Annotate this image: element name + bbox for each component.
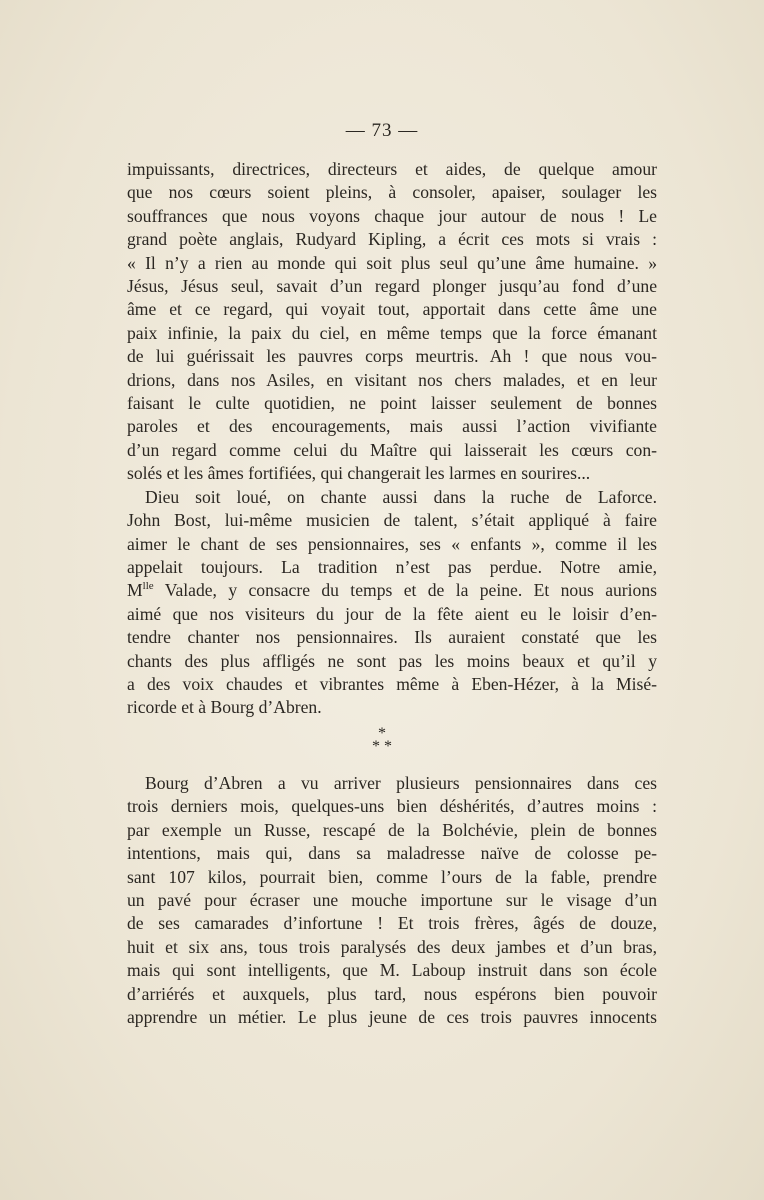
separator-stars: * * xyxy=(372,738,392,755)
text-line: drions, dans nos Asiles, en visitant nos chers malades, et en leur xyxy=(127,369,657,390)
text-line: Bourg d’Abren a vu arriver plusieurs pensionnaires dans ces xyxy=(145,773,657,793)
text-line: d’un regard comme celui du Maître qui laisserait les cœurs con- xyxy=(127,439,657,460)
text-line: tendre chanter nos pensionnaires. Ils auraient constaté que les xyxy=(127,627,657,648)
page-number: — 73 — xyxy=(345,120,419,141)
text-line: apprendre un métier. Le plus jeune de ces trois pauvres innocents xyxy=(127,1007,657,1028)
separator-star: * xyxy=(378,725,386,742)
text-line: huit et six ans, tous trois paralysés des deux jambes et d’un bras, xyxy=(127,936,657,957)
text-line: par exemple un Russe, rescapé de la Bolchévie, plein de bonnes xyxy=(127,819,657,840)
text-line: de ses camarades d’infortune ! Et trois frères, âgés de douze, xyxy=(127,913,657,934)
text-line: solés et les âmes fortifiées, qui changerait les larmes en sourires... xyxy=(127,463,591,484)
text-line: paroles et des encouragements, mais aussi l’action vivifiante xyxy=(127,416,657,437)
text-line: impuissants, directrices, directeurs et aides, de quelque amour xyxy=(127,159,657,179)
text-line: de lui guérissait les pauvres corps meurtris. Ah ! que nous vou- xyxy=(127,346,657,367)
text-line: que nos cœurs soient pleins, à consoler, apaiser, soulager les xyxy=(127,182,657,203)
text-line: $M^{lle}$ Valade, y consacre du temps et de la peine. Et nous aurions xyxy=(127,580,657,601)
text-line: « Il n’y a rien au monde qui soit plus seul qu’une âme humaine. » xyxy=(127,252,657,273)
text-line: souffrances que nous voyons chaque jour autour de nous ! Le xyxy=(127,205,657,226)
text-line: a des voix chaudes et vibrantes même à Eben-Hézer, à la Misé- xyxy=(127,673,657,694)
text-line: mais qui sont intelligents, que M. Laboup instruit dans son école xyxy=(127,960,657,981)
text-line: aimer le chant de ses pensionnaires, ses « enfants », comme il les xyxy=(127,533,657,554)
text-line: grand poète anglais, Rudyard Kipling, a écrit ces mots si vrais : xyxy=(127,229,657,250)
text-line: sant 107 kilos, pourrait bien, comme l’ours de la fable, prendre xyxy=(127,866,657,887)
text-line: Jésus, Jésus seul, savait d’un regard plonger jusqu’au fond d’une xyxy=(127,276,657,297)
text-line: âme et ce regard, qui voyait tout, apportait dans cette âme une xyxy=(127,299,657,320)
text-line: chants des plus affligés ne sont pas les moins beaux et qu’il y xyxy=(127,650,657,671)
text-line: paix infinie, la paix du ciel, en même temps que la force émanant xyxy=(127,322,657,343)
paragraph-1 xyxy=(127,158,657,720)
text-line: appelait toujours. La tradition n’est pas perdue. Notre amie, xyxy=(127,556,657,577)
text-line: d’arriérés et auxquels, plus tard, nous espérons bien pouvoir xyxy=(127,983,657,1004)
text-line: faisant le culte quotidien, ne point laisser seulement de bonnes xyxy=(127,393,657,414)
paragraph-3 xyxy=(127,772,657,1029)
text-line: trois derniers mois, quelques-uns bien déshérités, d’autres moins : xyxy=(127,796,657,817)
text-line: ricorde et à Bourg d’Abren. xyxy=(127,697,322,718)
text-line: John Bost, lui-même musicien de talent, s’était appliqué à faire xyxy=(127,510,657,531)
text-line: un pavé pour écraser une mouche importune sur le visage d’un xyxy=(127,890,657,911)
text-line: Dieu soit loué, on chante aussi dans la ruche de Laforce. xyxy=(145,486,657,507)
text-line: aimé que nos visiteurs du jour de la fête aient eu le loisir d’en- xyxy=(127,603,657,624)
section-separator xyxy=(0,727,764,753)
text-line: intentions, mais qui, dans sa maladresse naïve de colosse pe- xyxy=(127,843,657,864)
